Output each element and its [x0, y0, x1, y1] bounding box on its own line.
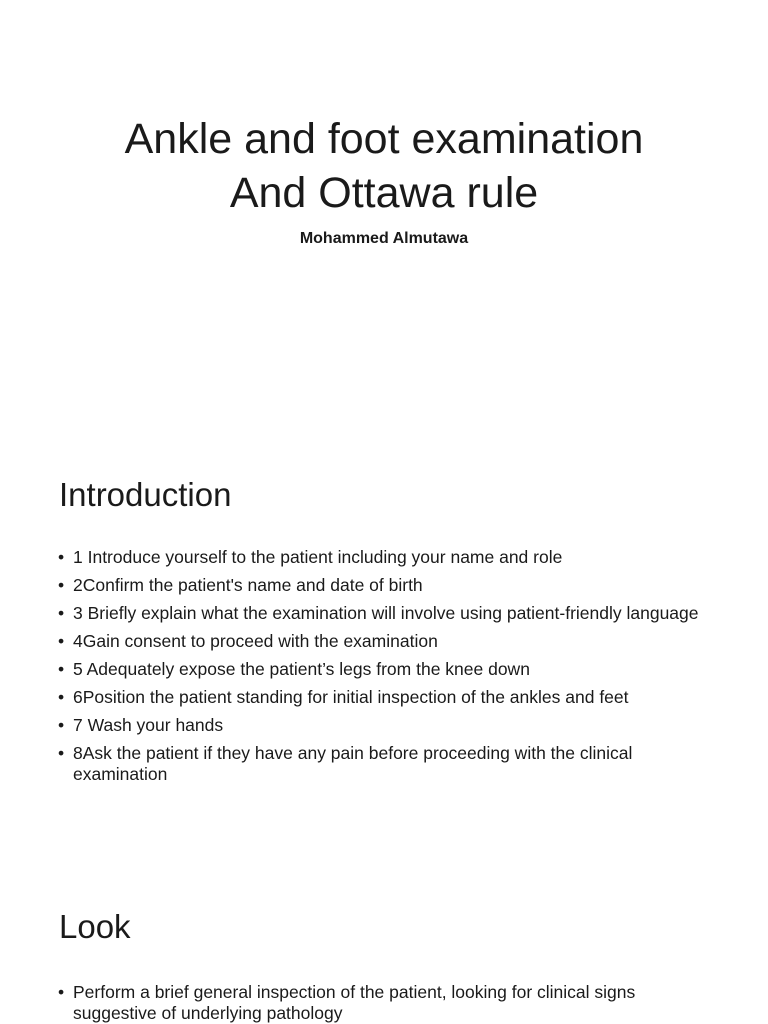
bullet-text: 7 Wash your hands [73, 715, 224, 735]
bullet-item [56, 687, 716, 708]
bullet-icon: • [58, 603, 65, 623]
look-bullet-list [56, 982, 716, 1024]
bullet-item [56, 631, 716, 652]
bullet-icon: • [58, 547, 65, 567]
bullet-item [56, 575, 716, 596]
bullet-text: 4Gain consent to proceed with the examination [73, 631, 438, 651]
title-line-2: And Ottawa rule [229, 169, 539, 217]
bullet-icon: • [58, 743, 65, 763]
title-slide [0, 0, 768, 432]
look-heading: Look [59, 908, 131, 945]
bullet-item [56, 547, 716, 568]
bullet-text: 6Position the patient standing for initial inspection of the ankles and feet [73, 687, 629, 707]
introduction-slide [0, 432, 768, 864]
bullet-item [56, 743, 716, 785]
bullet-icon: • [58, 575, 65, 595]
bullet-text: 1 Introduce yourself to the patient including your name and role [73, 547, 563, 567]
bullet-text: 2Confirm the patient's name and date of birth [73, 575, 423, 595]
bullet-item [56, 982, 716, 1024]
introduction-bullet-list [56, 547, 716, 792]
bullet-item [56, 659, 716, 680]
bullet-item [56, 715, 716, 736]
bullet-icon: • [58, 715, 65, 735]
bullet-item [56, 603, 716, 624]
bullet-icon: • [58, 687, 65, 707]
bullet-text: 8Ask the patient if they have any pain before proceeding with the clinical examination [73, 743, 633, 784]
bullet-icon: • [58, 982, 65, 1002]
introduction-heading: Introduction [59, 476, 232, 513]
bullet-text: 5 Adequately expose the patient’s legs from the knee down [73, 659, 530, 679]
look-slide [0, 864, 768, 1024]
title-line-1: Ankle and foot examination [124, 115, 644, 163]
author-subtitle: Mohammed Almutawa [299, 230, 469, 247]
bullet-icon: • [58, 631, 65, 651]
bullet-text: 3 Briefly explain what the examination will involve using patient-friendly language [73, 603, 699, 623]
bullet-icon: • [58, 659, 65, 679]
slide-title [0, 112, 768, 220]
bullet-text: Perform a brief general inspection of the patient, looking for clinical signs suggestive of underlying pathology [73, 982, 636, 1023]
